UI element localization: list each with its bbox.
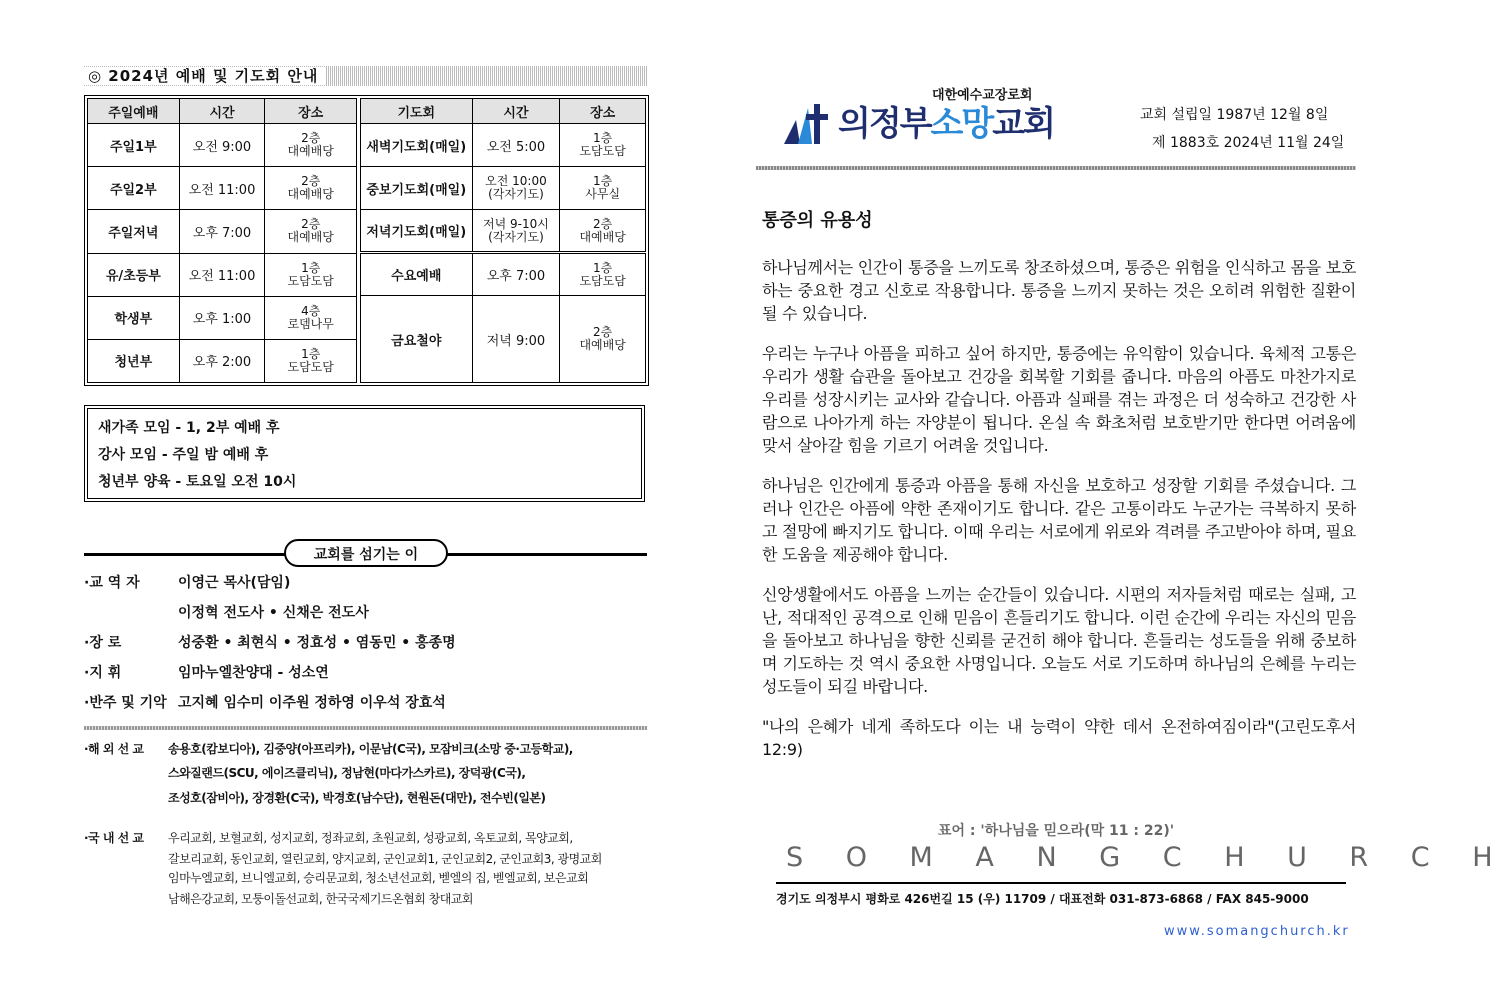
address: 경기도 의정부시 평화로 426번길 15 (우) 11709 / 대표전화 031-873-6868 / FAX 845-9000 (776, 892, 1309, 906)
prayer-time: 저녁 9-10시 (각자기도) (472, 210, 560, 253)
notice-box (84, 405, 645, 502)
notice-item: 청년부 양육 - 토요일 오전 10시 (98, 474, 297, 490)
prayer-name: 수요예배 (361, 253, 473, 296)
table-row (88, 124, 357, 167)
mission-row: 남해은강교회, 모퉁이돌선교회, 한국국제기드온협회 창대교회 (168, 892, 473, 906)
prayer-name: 저녁기도회(매일) (361, 210, 473, 253)
service-name: 학생부 (88, 296, 180, 339)
founded-date: 교회 설립일 1987년 12월 8일 (1140, 107, 1329, 123)
table-row (88, 296, 357, 339)
schedule-header (84, 66, 647, 86)
prayer-place: 1층 사무실 (560, 167, 646, 210)
article-paragraph: 우리는 누구나 아픔을 피하고 싶어 하지만, 통증에는 유익함이 있습니다. 육체적 고통은 우리가 생활 습관을 돌아보고 건강을 회복할 기회를 줍니다. 마음의 아픔도 마찬가지로 우리를 성장시키는 교사와 같습니다. 아픔과 실패를 겪는 과정은 더 성숙하고 건강한 사람으로 나아가게 하는 자양분이 됩니다. 온실 속 화초처럼 보호받기만 한다면 어려움에 맞서 살아갈 힘을 기르기 어려울 것입니다. (762, 344, 1356, 455)
service-name: 유/초등부 (88, 253, 180, 296)
prayer-meeting-table (360, 98, 646, 383)
mission-row: 조성호(잠비아), 장경환(C국), 박경호(남수단), 현원돈(대만), 전수빈(일본) (168, 791, 546, 805)
table-row (88, 167, 357, 210)
church-name-english: S O M A N G C H U R C H (786, 842, 1510, 873)
service-place: 2층 대예배당 (265, 167, 357, 210)
col-header: 주일예배 (88, 99, 180, 124)
footer-divider (776, 882, 1346, 884)
logo-text-3: 교회 (992, 104, 1054, 144)
service-place: 2층 대예배당 (265, 210, 357, 253)
motto: 표어 : '하나님을 믿으라(막 11 : 22)' (937, 823, 1174, 839)
table-row (88, 253, 357, 296)
sunday-worship-table (87, 98, 357, 383)
prayer-name: 중보기도회(매일) (361, 167, 473, 210)
article-body (762, 256, 1356, 778)
service-name: 주일2부 (88, 167, 180, 210)
logo-text-2: 소망 (930, 104, 993, 144)
schedule-title: ◎ 2024년 예배 및 기도회 안내 (84, 67, 326, 85)
church-logo (780, 100, 1052, 148)
service-place: 1층 도담도담 (265, 253, 357, 296)
service-name: 주일1부 (88, 124, 180, 167)
prayer-place: 1층 도담도담 (560, 253, 646, 296)
table-row (361, 253, 646, 296)
col-header: 시간 (472, 99, 560, 124)
prayer-name: 금요철야 (361, 296, 473, 383)
article-paragraph: "나의 은혜가 네게 족하도다 이는 내 능력이 약한 데서 온전하여짐이라"(고린도후서 12:9) (762, 717, 1356, 759)
issue-info: 제 1883호 2024년 11월 24일 (1152, 135, 1345, 151)
service-place: 2층 대예배당 (265, 124, 357, 167)
table-row (88, 339, 357, 382)
header-divider (756, 166, 1356, 170)
service-time: 오전 11:00 (179, 253, 265, 296)
service-time: 오전 11:00 (179, 167, 265, 210)
table-row (361, 167, 646, 210)
table-row (361, 296, 646, 383)
table-row (361, 124, 646, 167)
service-time: 오후 1:00 (179, 296, 265, 339)
service-time: 오후 7:00 (179, 210, 265, 253)
service-name: 주일저녁 (88, 210, 180, 253)
website-link[interactable]: www.somangchurch.kr (1164, 924, 1350, 939)
prayer-time: 저녁 9:00 (472, 296, 560, 383)
article-title: 통증의 유용성 (762, 210, 873, 231)
prayer-time: 오전 10:00 (각자기도) (472, 167, 560, 210)
service-time: 오전 9:00 (179, 124, 265, 167)
mission-row: ·해 외 선 교 송용호(캄보디아), 김중양(아프리카), 이문남(C국), 모잠비크(소망 중·고등학교), (84, 742, 573, 756)
article-paragraph: 하나님께서는 인간이 통증을 느끼도록 창조하셨으며, 통증은 위험을 인식하고 몸을 보호하는 중요한 경고 신호로 작용합니다. 통증을 느끼지 못하는 것은 오히려 위험한 질환이 될 수 있습니다. (762, 258, 1356, 323)
serving-title: 교회를 섬기는 이 (284, 539, 448, 567)
article-paragraph: 하나님은 인간에게 통증과 아픔을 통해 자신을 보호하고 성장할 기회를 주셨습니다. 그러나 인간은 아픔에 약한 존재이기도 합니다. 같은 고통이라도 누군가는 극복하지 못하고 절망에 빠지기도 합니다. 이때 우리는 서로에게 위로와 격려를 주고받아야 하며, 필요한 도움을 제공해야 합니다. (762, 476, 1356, 564)
col-header: 시간 (179, 99, 265, 124)
mission-row: 스와질랜드(SCU, 에이즈클리닉), 정남현(마다가스카르), 장덕광(C국), (168, 766, 526, 780)
logo-mark-icon (780, 100, 840, 148)
service-time: 오후 2:00 (179, 339, 265, 382)
mission-row: ·국 내 선 교 우리교회, 보혈교회, 성지교회, 정좌교회, 초원교회, 성광교회, 옥토교회, 목양교회, (84, 831, 573, 845)
schedule-tables (84, 95, 649, 386)
table-row (361, 210, 646, 253)
article-paragraph: 신앙생활에서도 아픔을 느끼는 순간들이 있습니다. 시편의 저자들처럼 때로는 실패, 고난, 적대적인 공격으로 인해 믿음이 흔들리기도 합니다. 이런 순간에 우리는 자신의 믿음을 돌아보고 하나님을 향한 신뢰를 굳건히 해야 합니다. 흔들리는 성도들을 위해 중보하며 기도하는 것 역시 중요한 사명입니다. 오늘도 서로 기도하며 하나님의 은혜를 누리는 성도들이 되길 바랍니다. (762, 585, 1356, 696)
table-row (88, 210, 357, 253)
service-name: 청년부 (88, 339, 180, 382)
mission-row: 갈보리교회, 동인교회, 열린교회, 양지교회, 군인교회1, 군인교회2, 군인교회3, 광명교회 (168, 852, 602, 866)
prayer-name: 새벽기도회(매일) (361, 124, 473, 167)
staff-row: ·반주 및 기악 고지혜 임수미 이주원 정하영 이우석 장효석 (84, 695, 446, 711)
notice-item: 새가족 모임 - 1, 2부 예배 후 (98, 420, 280, 436)
logo-text-1: 의정부 (838, 104, 931, 144)
mission-row: 임마누엘교회, 브니엘교회, 승리문교회, 청소년선교회, 벧엘의 집, 벧엘교회, 보은교회 (168, 871, 589, 885)
col-header: 기도회 (361, 99, 473, 124)
col-header: 장소 (560, 99, 646, 124)
staff-row: ·지 휘 임마누엘찬양대 - 성소연 (84, 665, 329, 681)
service-place: 4층 로뎀나무 (265, 296, 357, 339)
prayer-time: 오후 7:00 (472, 253, 560, 296)
prayer-place: 1층 도담도담 (560, 124, 646, 167)
divider (84, 726, 647, 730)
denomination: 대한예수교장로회 (932, 88, 1033, 103)
col-header: 장소 (265, 99, 357, 124)
staff-row: ·장 로 성중환 • 최현식 • 정효성 • 염동민 • 홍종명 (84, 635, 456, 651)
notice-item: 강사 모임 - 주일 밤 예배 후 (98, 447, 269, 463)
prayer-time: 오전 5:00 (472, 124, 560, 167)
staff-row: ·교 역 자 이영근 목사(담임) (84, 575, 291, 591)
prayer-place: 2층 대예배당 (560, 296, 646, 383)
staff-row: 이정혁 전도사 • 신채은 전도사 (178, 605, 369, 621)
prayer-place: 2층 대예배당 (560, 210, 646, 253)
service-place: 1층 도담도담 (265, 339, 357, 382)
